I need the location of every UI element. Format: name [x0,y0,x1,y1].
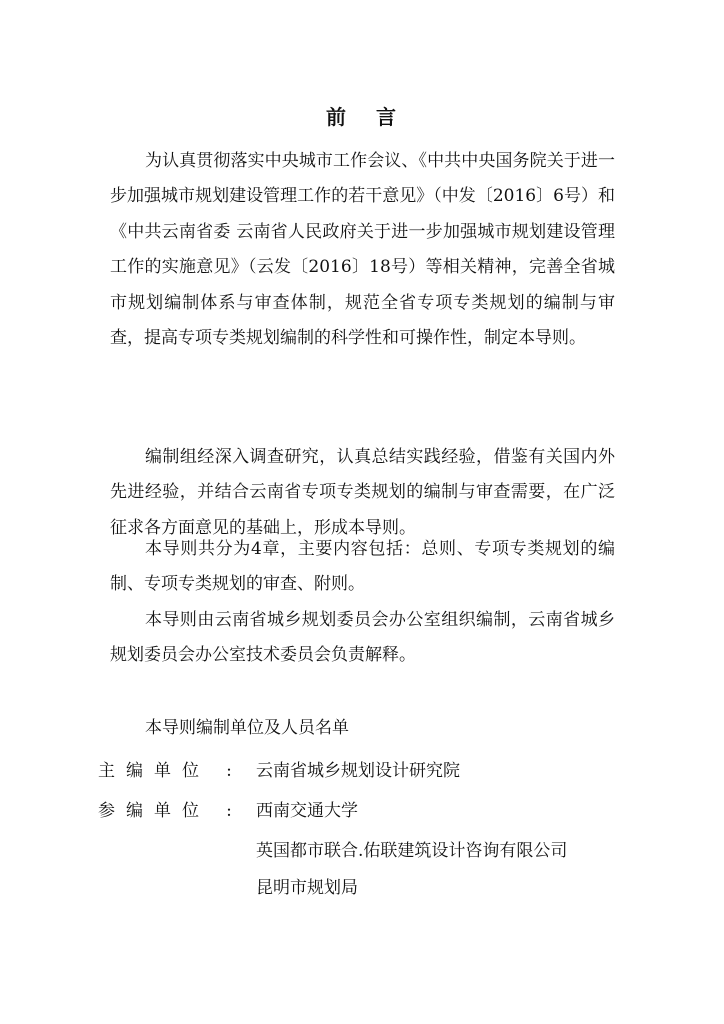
participating-unit-label: 参编单位 [98,801,210,821]
main-unit-row [98,758,242,784]
roster-heading: 本导则编制单位及人员名单 [145,718,349,738]
participating-unit-colon: : [226,801,232,821]
main-unit-name: 云南省城乡规划设计研究院 [256,761,460,781]
title-char-2: 言 [376,105,398,129]
preface-paragraph-2: 编制组经深入调查研究，认真总结实践经验，借鉴有关国内外先进经验，并结合云南省专项专类规划的编制与审查需要，在广泛征求各方面意见的基础上，形成本导则。 [110,447,615,538]
participating-unit-1: 西南交通大学 [256,801,358,821]
page-title [0,104,724,130]
main-unit-label: 主编单位 [98,761,210,781]
participating-unit-2: 英国都市联合.佑联建筑设计咨询有限公司 [256,841,568,861]
preface-paragraph-3: 本导则共分为4章，主要内容包括：总则、专项专类规划的编制、专项专类规划的审查、附则。 [110,539,615,595]
preface-paragraph-1: 为认真贯彻落实中央城市工作会议、《中共中央国务院关于进一步加强城市规划建设管理工作的若干意见》（中发〔2016〕6号）和《中共云南省委 云南省人民政府关于进一步加强城市规划建设管理工作的实施意见》（云发〔2016〕18号）等相关精神，完善全省城市规划编制体系与审查体制，规范全省专项专类规划的编制与审查，提高专项专类规划编制的科学性和可操作性，制定本导则。 [110,151,615,349]
preface-paragraph-4: 本导则由云南省城乡规划委员会办公室组织编制，云南省城乡规划委员会办公室技术委员会负责解释。 [110,610,615,666]
participating-unit-3: 昆明市规划局 [256,878,358,898]
participating-unit-row [98,798,242,824]
title-char-1: 前 [326,105,348,129]
main-unit-colon: : [226,761,232,781]
